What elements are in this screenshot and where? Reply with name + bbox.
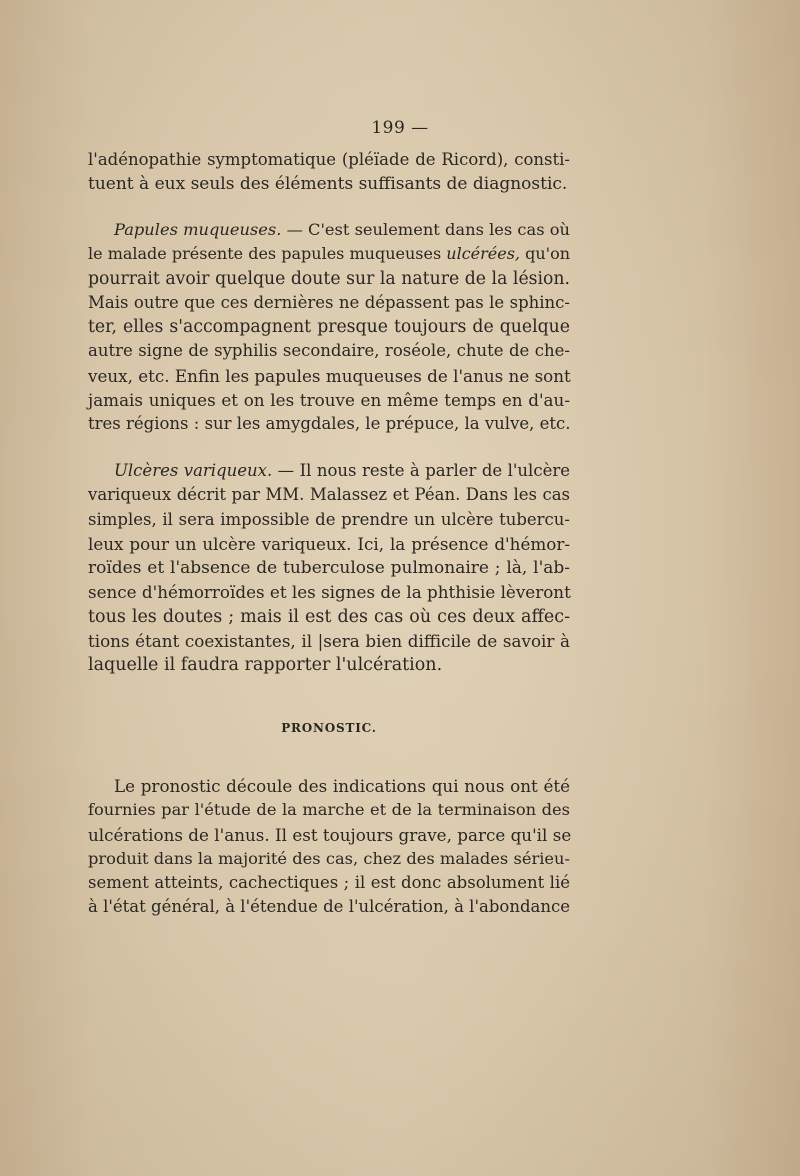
text-line: Mais outre que ces dernières ne dépassent pas le sphinc- — [88, 292, 570, 312]
text-span: qu'on — [520, 244, 571, 264]
text-line: veux, etc. Enfin les papules muqueuses de l'anus ne sont — [88, 365, 571, 386]
text-line: produit dans la majorité des cas, chez des malades sérieu- — [88, 848, 570, 868]
page-number: 199 — — [371, 118, 429, 138]
subsection-title-ulceres: Ulcères variqueux. — [114, 461, 273, 480]
text-line: ulcérations de l'anus. Il est toujours grave, parce qu'il se — [88, 824, 572, 845]
text-line: tres régions : sur les amygdales, le prépuce, la vulve, etc. — [88, 414, 571, 434]
text-line — [88, 242, 570, 266]
paragraph-ulceres-variqueux — [88, 459, 570, 678]
paragraph-adenopathie — [88, 148, 570, 197]
text-line: pourrait avoir quelque doute sur la nature de la lésion. — [88, 268, 570, 289]
text-span: — C'est seulement dans les cas où — [281, 220, 570, 239]
text-line: variqueux décrit par MM. Malassez et Péan. Dans les cas — [88, 485, 570, 505]
subsection-title-papules: Papules muqueuses. — [114, 220, 282, 239]
text-line: à l'état général, à l'étendue de l'ulcération, à l'abondance — [88, 897, 570, 917]
text-line: sement atteints, cachectiques ; il est donc absolument lié — [88, 873, 570, 893]
text-line: roïdes et l'absence de tuberculose pulmonaire ; là, l'ab- — [88, 558, 570, 579]
text-line: fournies par l'étude de la marche et de la terminaison des — [88, 800, 570, 820]
text-line — [88, 218, 570, 242]
text-line: ter, elles s'accompagnent presque toujours de quelque — [88, 317, 570, 338]
text-line: tuent à eux seuls des éléments suffisants de diagnostic. — [88, 174, 568, 195]
text-line — [88, 459, 570, 483]
section-heading-pronostic: PRONOSTIC. — [281, 721, 377, 735]
text-line: Le pronostic découle des indications qui nous ont été — [114, 776, 570, 796]
text-line: autre signe de syphilis secondaire, roséole, chute de che- — [88, 341, 570, 361]
paragraph-papules-muqueuses — [88, 218, 570, 437]
text-line: tions étant coexistantes, il |sera bien difficile de savoir à — [88, 631, 570, 652]
text-span: — Il nous reste à parler de l'ulcère — [272, 461, 570, 480]
text-line: sence d'hémorroïdes et les signes de la phthisie lèveront — [88, 582, 571, 603]
text-line: tous les doutes ; mais il est des cas où ces deux affec- — [88, 606, 570, 627]
text-line: simples, il sera impossible de prendre un ulcère tubercu- — [88, 509, 570, 529]
text-span: le malade présente des papules muqueuses — [88, 244, 447, 264]
text-line: laquelle il faudra rapporter l'ulcération. — [88, 655, 443, 676]
paragraph-pronostic — [88, 774, 570, 920]
text-line: l'adénopathie symptomatique (pléïade de Ricord), consti- — [88, 150, 570, 169]
text-line: jamais uniques et on les trouve en même temps en d'au- — [88, 390, 570, 411]
text-line: leux pour un ulcère variqueux. Ici, la présence d'hémor- — [88, 533, 570, 554]
italic-word: ulcérées, — [446, 244, 521, 264]
